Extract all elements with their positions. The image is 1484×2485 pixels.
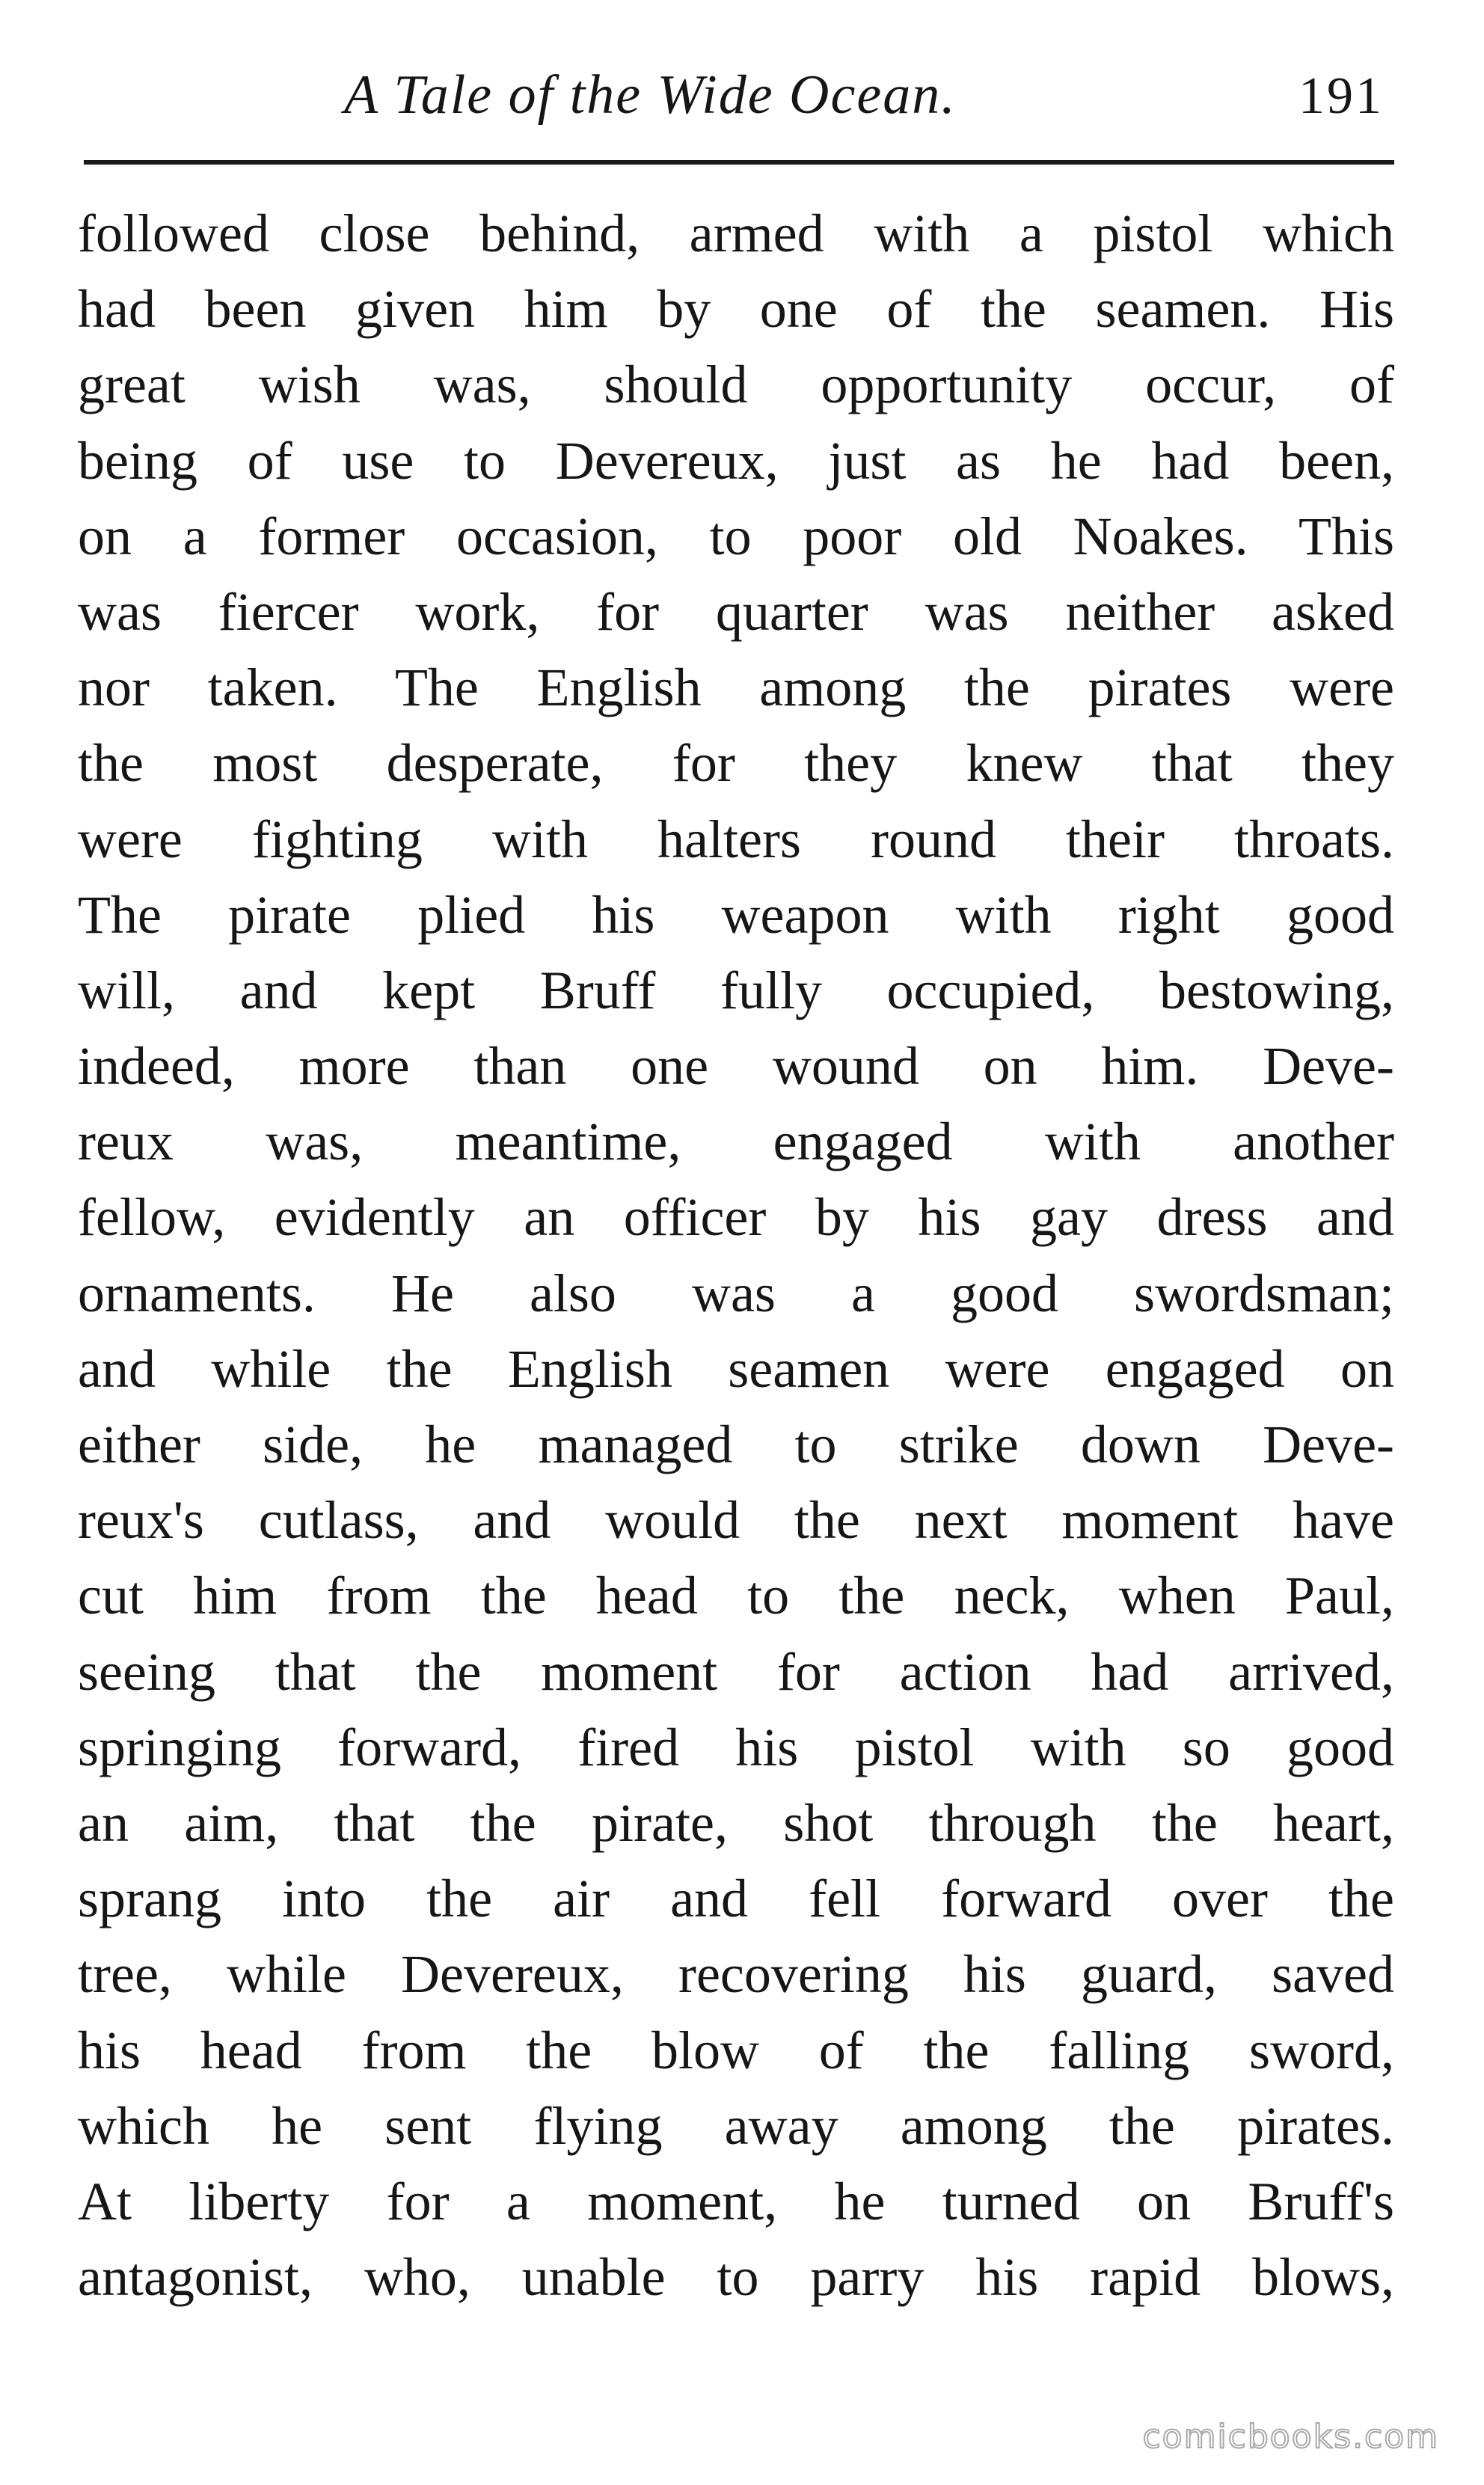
text-line: had been given him by one of the seamen. His: [78, 279, 1394, 340]
text-line: which he sent flying away among the pirates.: [78, 2095, 1394, 2156]
watermark: comicbooks.com: [1142, 2418, 1439, 2456]
text-line: were fighting with halters round their throats.: [78, 809, 1394, 869]
body-text: [78, 196, 1394, 2315]
text-line: great wish was, should opportunity occur, of: [78, 355, 1394, 415]
text-line: seeing that the moment for action had arrived,: [78, 1641, 1394, 1702]
text-line: followed close behind, armed with a pistol which: [78, 203, 1394, 263]
text-line: the most desperate, for they knew that they: [78, 733, 1394, 794]
text-line: The pirate plied his weapon with right good: [78, 884, 1394, 945]
text-line: an aim, that the pirate, shot through the heart,: [78, 1792, 1394, 1853]
text-line: ornaments. He also was a good swordsman;: [78, 1263, 1394, 1323]
text-line: sprang into the air and fell forward over the: [78, 1869, 1394, 1929]
text-line: and while the English seamen were engaged on: [78, 1338, 1394, 1399]
text-line: his head from the blow of the falling sword,: [78, 2020, 1394, 2080]
text-line: At liberty for a moment, he turned on Bruff's: [78, 2171, 1394, 2231]
text-line: either side, he managed to strike down Deve-: [78, 1415, 1394, 1474]
page-header: [75, 64, 1391, 150]
text-line: springing forward, fired his pistol with so good: [78, 1717, 1394, 1777]
text-line: will, and kept Bruff fully occupied, bestowing,: [78, 960, 1394, 1020]
text-line: being of use to Devereux, just as he had been,: [78, 430, 1394, 491]
text-line: indeed, more than one wound on him. Deve-: [78, 1036, 1394, 1097]
text-line: was fiercer work, for quarter was neither asked: [78, 581, 1394, 642]
text-line: nor taken. The English among the pirates were: [78, 658, 1394, 718]
text-line: antagonist, who, unable to parry his rapid blows,: [78, 2247, 1394, 2308]
running-title: A Tale of the Wide Ocean.: [344, 64, 957, 126]
header-rule: [84, 160, 1394, 165]
page-number: 191: [1298, 67, 1384, 125]
text-line: on a former occasion, to poor old Noakes. This: [78, 506, 1394, 566]
text-line: tree, while Devereux, recovering his guard, saved: [78, 1944, 1394, 2005]
text-line: cut him from the head to the neck, when Paul,: [78, 1566, 1394, 1626]
text-line: fellow, evidently an officer by his gay dress and: [78, 1187, 1394, 1248]
text-line: reux's cutlass, and would the next moment have: [78, 1490, 1394, 1551]
text-line: reux was, meantime, engaged with another: [78, 1112, 1394, 1172]
